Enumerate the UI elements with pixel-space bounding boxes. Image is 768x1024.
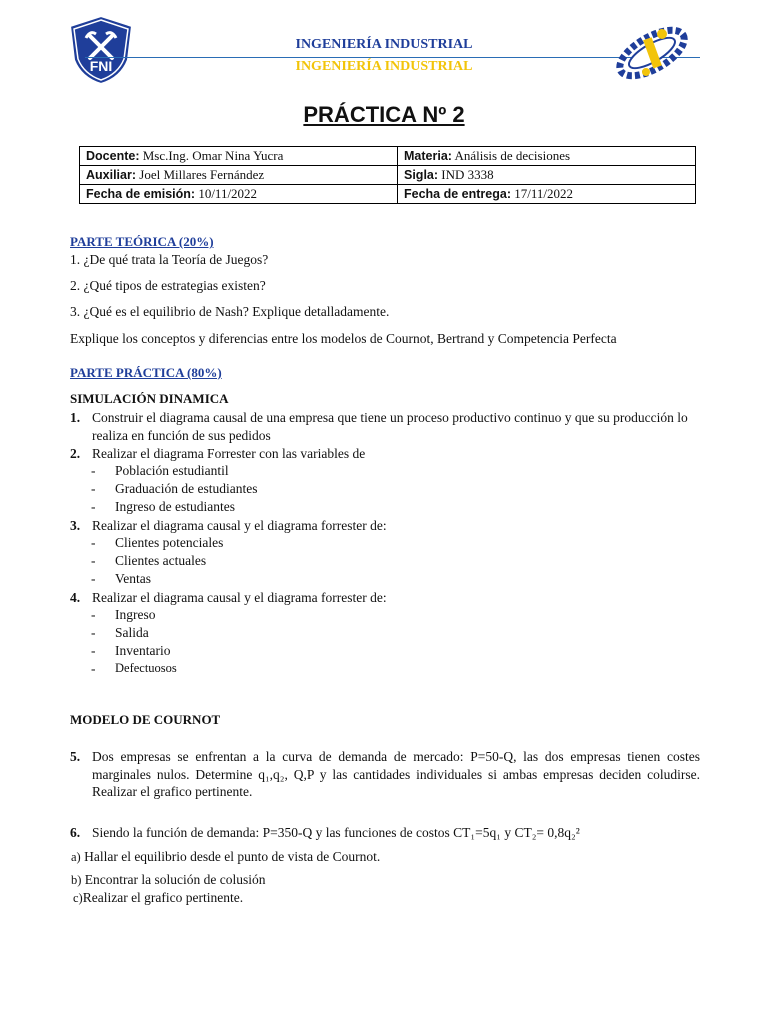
- item-number: 3.: [70, 518, 81, 533]
- sub-item: Graduación de estudiantes: [115, 481, 258, 496]
- item-text: Realizar el diagrama Forrester con las variables de: [92, 446, 366, 461]
- subquestion-marker: c): [73, 891, 83, 905]
- item-text: Construir el diagrama causal de una empresa que tiene un proceso productivo continuo y que su producción lo realiza en función de sus pedidos: [92, 410, 688, 443]
- list-dash: -: [91, 625, 96, 640]
- materia-cell: [398, 147, 696, 166]
- subquestion-text: Hallar el equilibrio desde el punto de vista de Cournot.: [84, 849, 381, 864]
- info-row: [80, 185, 696, 204]
- list-dash: -: [91, 499, 96, 514]
- sigla-label: Sigla:: [404, 168, 439, 182]
- practica-item-5: [70, 748, 700, 801]
- header-institution-secondary: INGENIERÍA INDUSTRIAL: [295, 59, 473, 74]
- info-row: [80, 147, 696, 166]
- sub-item: Salida: [115, 625, 149, 640]
- item-number: 5.: [70, 749, 81, 764]
- item-text: Dos empresas se enfrentan a la curva de demanda de mercado: P=50-Q, las dos empresas tienen costes marginales nulos. Determine q₁,q₂, Q,P y las cantidades individuales si ambas empresas deciden coludirse. Realizar el grafico pertinente.: [92, 749, 700, 799]
- materia-value: Análisis de decisiones: [454, 148, 571, 163]
- emision-value: 10/11/2022: [198, 186, 258, 201]
- entrega-value: 17/11/2022: [514, 186, 573, 201]
- header-divider: [85, 57, 700, 58]
- info-table: [79, 146, 696, 204]
- emision-label: Fecha de emisión:: [86, 187, 196, 201]
- item-text: Realizar el diagrama causal y el diagrama forrester de:: [92, 518, 387, 533]
- list-dash: -: [91, 571, 96, 586]
- simulacion-heading: SIMULACIÓN DINAMICA: [70, 391, 229, 406]
- list-dash: -: [91, 463, 96, 478]
- item-number: 6.: [70, 825, 81, 840]
- practica-item-3: [70, 517, 700, 535]
- teorica-question-4: Explique los conceptos y diferencias entre los modelos de Cournot, Bertrand y Competencia Perfecta: [70, 331, 617, 346]
- practica-heading: PARTE PRÁCTICA (80%): [70, 365, 222, 380]
- list-dash: -: [91, 535, 96, 550]
- subquestion-marker: b): [71, 873, 82, 887]
- item-number: 2.: [70, 446, 81, 461]
- sub-item: Ingreso de estudiantes: [115, 499, 235, 514]
- list-dash: -: [91, 643, 96, 658]
- page-title: PRÁCTICA Nº 2: [303, 102, 465, 127]
- sub-item: Clientes actuales: [115, 553, 207, 568]
- list-dash: -: [91, 553, 96, 568]
- list-dash: -: [91, 607, 96, 622]
- docente-cell: [80, 147, 398, 166]
- cournot-heading: MODELO DE COURNOT: [70, 712, 221, 727]
- industrial-gear-logo: [612, 20, 692, 86]
- materia-label: Materia:: [404, 149, 452, 163]
- teorica-question-3: 3. ¿Qué es el equilibrio de Nash? Explique detalladamente.: [70, 304, 390, 319]
- auxiliar-value: Joel Millares Fernández: [139, 167, 265, 182]
- teorica-question-2: 2. ¿Qué tipos de estrategias existen?: [70, 278, 266, 293]
- subquestion-c: [73, 889, 243, 907]
- practica-item-6: [70, 824, 700, 842]
- list-dash: -: [91, 661, 96, 676]
- sigla-value: IND 3338: [441, 167, 494, 182]
- entrega-cell: [398, 185, 696, 204]
- item-text: Siendo la función de demanda: P=350-Q y las funciones de costos CT₁=5q₁ y CT₂= 0,8q₂²: [92, 825, 580, 840]
- sub-item: Ventas: [115, 571, 151, 586]
- subquestion-text: Realizar el grafico pertinente.: [82, 890, 244, 905]
- fni-shield-logo: [66, 14, 136, 86]
- subquestion-b: [71, 871, 266, 889]
- practica-item-1: [70, 409, 700, 444]
- list-dash: -: [91, 481, 96, 496]
- teorica-heading: PARTE TEÓRICA (20%): [70, 234, 214, 249]
- sub-item: Ingreso: [115, 607, 156, 622]
- sub-item: Defectuosos: [115, 661, 177, 675]
- emision-cell: [80, 185, 398, 204]
- item-number: 1.: [70, 410, 81, 425]
- docente-label: Docente:: [86, 149, 140, 163]
- entrega-label: Fecha de entrega:: [404, 187, 511, 201]
- subquestion-text: Encontrar la solución de colusión: [84, 872, 266, 887]
- teorica-question-1: 1. ¿De qué trata la Teoría de Juegos?: [70, 252, 269, 267]
- item-text: Realizar el diagrama causal y el diagrama forrester de:: [92, 590, 387, 605]
- info-row: [80, 166, 696, 185]
- sub-item: Inventario: [115, 643, 171, 658]
- auxiliar-cell: [80, 166, 398, 185]
- practica-item-4: [70, 589, 700, 607]
- auxiliar-label: Auxiliar:: [86, 168, 137, 182]
- header-institution: INGENIERÍA INDUSTRIAL: [295, 37, 473, 52]
- fni-logo-text: FNI: [89, 58, 113, 74]
- item-number: 4.: [70, 590, 81, 605]
- sub-item: Población estudiantil: [115, 463, 229, 478]
- sub-item: Clientes potenciales: [115, 535, 224, 550]
- docente-value: Msc.Ing. Omar Nina Yucra: [142, 148, 284, 163]
- subquestion-a: [71, 848, 380, 866]
- practica-item-2: [70, 445, 700, 463]
- subquestion-marker: a): [71, 850, 81, 864]
- sigla-cell: [398, 166, 696, 185]
